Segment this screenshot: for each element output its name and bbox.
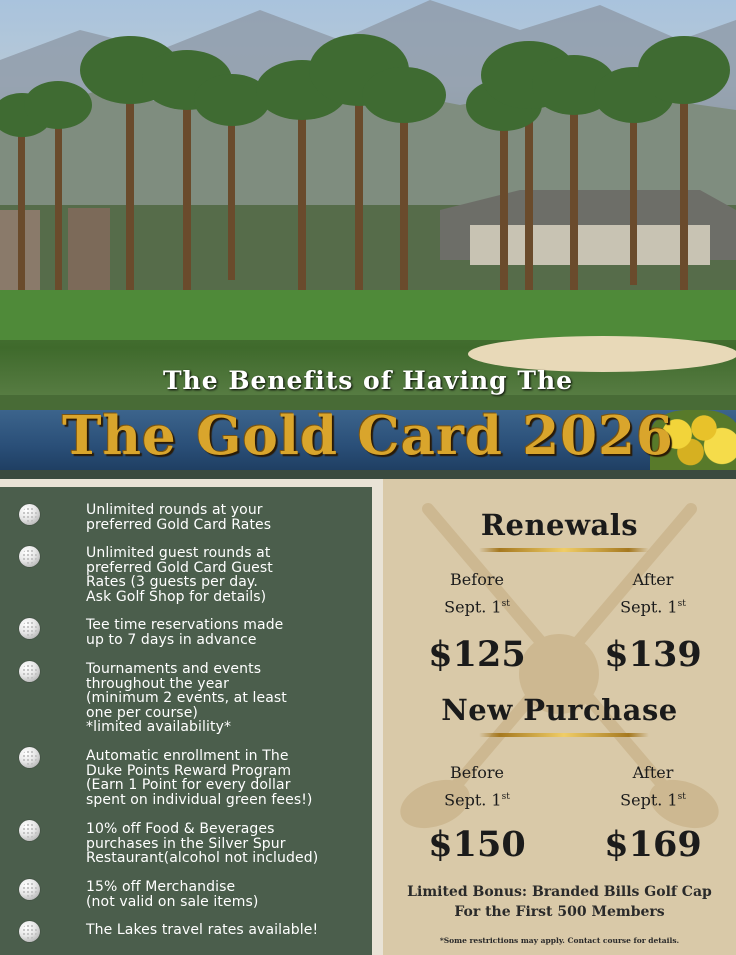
renewals-before-label: Before Sept. 1st [444,570,510,617]
golf-ball-icon [19,546,40,567]
benefit-text: Unlimited guest rounds at preferred Gold Card Guest Rates (3 guests per day. Ask Golf Shop for details) [86,545,273,605]
benefit-text: Automatic enrollment in The Duke Points Reward Program (Earn 1 Point for every dollar spent on individual green fees!) [86,748,313,808]
hero-title: The Gold Card 2026 [62,405,674,467]
golf-ball-icon [19,921,40,942]
benefit-text: Tee time reservations made up to 7 days in advance [86,617,284,648]
new-purchase-before-price: $150 [428,824,526,865]
hero-image [0,0,736,470]
new-purchase-title: New Purchase [441,693,678,727]
golf-ball-icon [19,618,40,639]
golf-ball-icon [19,820,40,841]
section-divider [0,470,736,479]
renewals-after-price: $139 [604,634,702,675]
renewals-title: Renewals [480,508,639,542]
renewals-before-price: $125 [428,634,526,675]
new-purchase-after-label: After Sept. 1st [620,763,686,810]
hero-subtitle: The Benefits of Having The [162,366,574,395]
benefit-text: Unlimited rounds at your preferred Gold Card Rates [86,502,272,533]
benefit-text: 15% off Merchandise (not valid on sale items) [86,879,259,910]
benefits-panel [0,487,372,955]
golf-ball-icon [19,747,40,768]
pricing-panel [383,479,736,955]
golf-ball-icon [19,661,40,682]
bonus-text: Limited Bonus: Branded Bills Golf Cap For the First 500 Members [407,884,712,920]
fineprint: *Some restrictions may apply. Contact course for details. [439,936,680,945]
golf-ball-icon [19,879,40,900]
new-purchase-before-label: Before Sept. 1st [444,763,510,810]
new-purchase-after-price: $169 [604,824,702,865]
gold-rule [479,548,649,552]
gold-rule [479,733,649,737]
golf-ball-icon [19,504,40,525]
benefit-text: The Lakes travel rates available! [86,922,319,938]
benefit-text: Tournaments and events throughout the year (minimum 2 events, at least one per course) *limited availability* [86,661,287,735]
renewals-after-label: After Sept. 1st [620,570,686,617]
palm-trees-illustration [0,0,736,340]
benefit-text: 10% off Food & Beverages purchases in the Silver Spur Restaurant(alcohol not included) [86,821,319,866]
